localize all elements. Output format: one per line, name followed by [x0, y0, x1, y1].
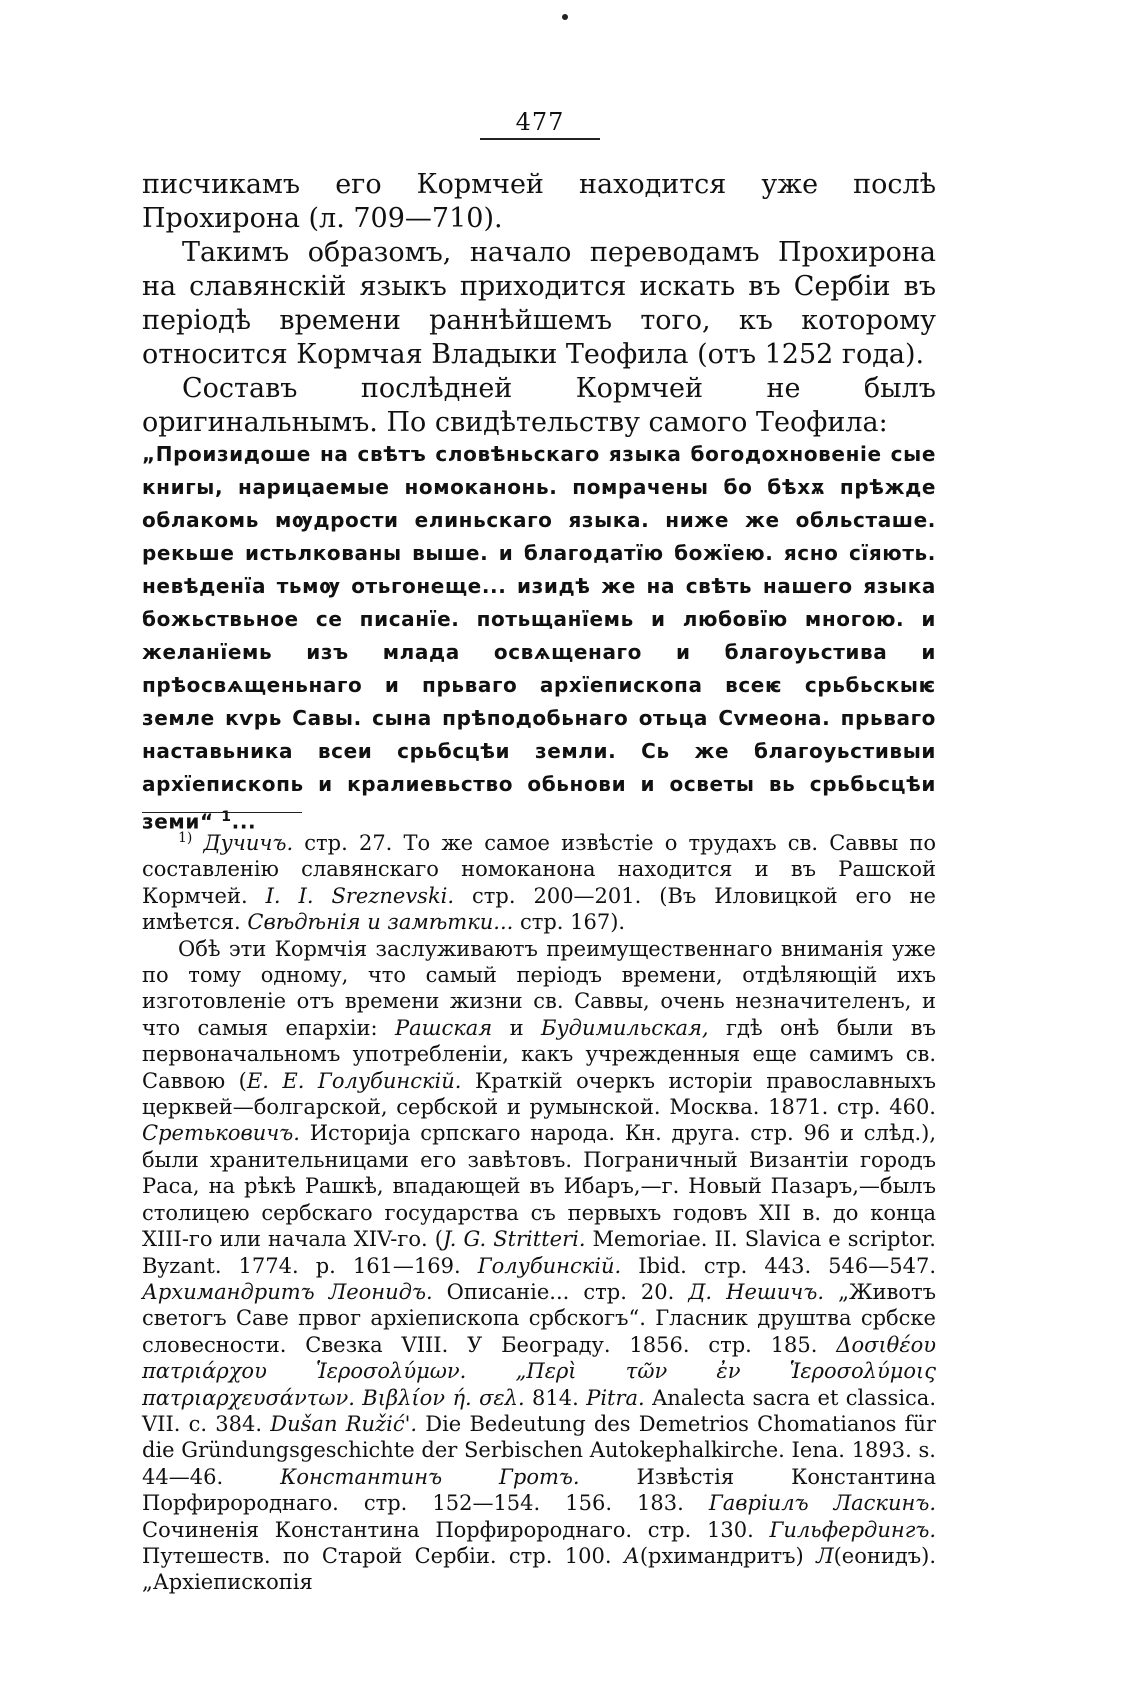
author-name: I. I. Sreznevski. — [265, 883, 455, 908]
footnote-text: Сочиненія Константина Порфиророднаго. стр. 130. — [142, 1517, 770, 1542]
footnote-paragraph — [142, 825, 936, 936]
author-name: Е. Е. Голубинскій. — [246, 1068, 462, 1093]
author-name: Д. Нешичъ. — [688, 1279, 825, 1304]
author-name: Сретьковичъ. — [142, 1121, 300, 1146]
footnote — [142, 825, 936, 1596]
paragraph: писчикамъ его Кормчей находится уже послѣ Прохирона (л. 709—710). — [142, 169, 936, 234]
footnote-text: стр. 167). — [513, 910, 626, 935]
footnote-text: стр. 27. То же самое извѣстіе о трудахъ св. Саввы по составленію славянскаго номоканона находится и въ Рашской Кормчей. — [142, 831, 936, 908]
footnote-paragraph — [142, 936, 936, 1596]
footnote-reference[interactable]: 1 — [221, 809, 232, 825]
author-initial: Л — [816, 1543, 834, 1568]
ink-speck — [562, 14, 568, 20]
greek-citation: Δοσιθέου πατριάρχου Ἱεροσολύμων. „Περὶ τῶν ἐν Ἱεροσολύμοις πατριαρχευσάντων. Βιβλίον ή. σελ. — [142, 1332, 936, 1410]
work-title: Свѣдѣнія и замѣтки... — [247, 910, 514, 935]
church-slavonic-quote — [142, 438, 936, 839]
footnote-text: Историjа српскаго народа. Кн. друга. стр. 96 и слѣд.), были хранительницами его завѣтовъ. Пограничный Византіи городъ Раса, на рѣкѣ Рашкѣ, впадающей въ Ибаръ,—г. Новый Пазаръ,—былъ столицею сербскаго государства съ первыхъ годовъ XII в. до конца XIII-го или начала XIV-го. ( — [142, 1121, 936, 1252]
footnote-text: Memoriae. II. Slavica e scriptor. Byzant. 1774. p. 161—169. — [142, 1227, 936, 1278]
author-name: Архимандритъ Леонидъ. — [142, 1279, 433, 1304]
footnote-text: Analecta sacra et classica. VII. c. 384. — [142, 1385, 937, 1436]
footnote-text: Die Bedeutung des Demetrios Chomatianos für die Gründungsgeschichte der Serbischen Autokephalkirche. Iena. 1893. s. 44—46. — [142, 1411, 937, 1489]
footnote-text: Описаніе... стр. 20. — [432, 1279, 689, 1304]
footnote-text: и — [492, 1015, 542, 1040]
footnote-text: гдѣ онѣ были въ первоначальномъ употребленіи, какъ учрежденныя еще самимъ св. Саввою ( — [142, 1015, 936, 1093]
paragraph: Такимъ образомъ, начало переводамъ Прохирона на славянскій языкъ приходится искать въ Сербіи въ періодѣ времени раннѣйшемъ того, къ которому относится Кормчая Владыки Теофила (отъ 1252 года). — [142, 237, 936, 370]
footnote-text: (рхимандритъ) — [639, 1543, 817, 1568]
footnote-text: 814. — [524, 1385, 587, 1410]
author-name: Dušan Ružić'. — [270, 1411, 418, 1436]
footnote-text: Краткій очеркъ исторіи православныхъ церквей—болгарской, сербской и румынской. Москва. 1871. стр. 460. — [142, 1068, 937, 1120]
author-name: Гильфердингъ. — [769, 1517, 936, 1542]
paragraph: Составъ послѣдней Кормчей не былъ оригинальнымъ. По свидѣтельству самого Теофила: — [142, 373, 936, 438]
author-initial: А — [623, 1543, 640, 1568]
footnote-text: „Животъ светогъ Саве првог архіепископа србскогъ“. Гласник друштва србске словесности. Свезка VIII. У Београду. 1856. стр. 185. — [142, 1279, 936, 1357]
quote-text: „Произидоше на свѣтъ словѣньскаго языка богодохновеніе сые книгы, нарицаемые номоканонь. помрачены бо бѣхѫ прѣжде облакомь мѹдрости елиньскаго языка. ниже же обльсташе. рекьше истьлкованы выше. и благодатїю божїею. ясно сїяють. невѣденїа тьмѹ отьгонеще... изидѣ же на свѣть нашего языка божьствьное се писанїе. потьщанїемь и любовїю многою. и желанїемь изъ млада освѧщенаго и благоуьстива и прѣосвѧщеньнаго и прьваго архїепископа всеѥ срьбьскыѥ земле кѵрь Савы. сына прѣподобьнаго отьца Сѵмеона. прьваго наставьника всеи срьбсцѣи земли. Сь же благоуьстивыи архїепископь и кралиевьство обьнови и осветы вь срьбьсцѣи земи“ — [142, 442, 936, 834]
footnote-marker: 1) — [178, 830, 193, 846]
place-name: Будимильская, — [541, 1015, 709, 1040]
place-name: Рашская — [394, 1015, 493, 1040]
footnote-text: (еонидъ). „Архіепископія — [142, 1543, 937, 1595]
footnote-text: Путешеств. по Старой Сербіи. стр. 100. — [142, 1543, 624, 1568]
quote-ellipsis: ... — [231, 809, 257, 834]
page-number: 477 — [480, 108, 600, 140]
author-name: Константинъ Гротъ. — [280, 1464, 580, 1489]
footnote-text: стр. 200—201. (Въ Иловицкой его не имѣется. — [142, 883, 936, 935]
footnote-text: Ibid. стр. 443. 546—547. — [621, 1253, 936, 1278]
author-name: Голубинскій. — [477, 1253, 622, 1278]
author-name: Pitra. — [586, 1385, 645, 1410]
main-text — [142, 168, 936, 440]
author-name: Дучичъ. — [203, 831, 294, 855]
author-name: J. G. Stritteri. — [442, 1227, 586, 1252]
author-name: Гавріилъ Ласкинъ. — [708, 1491, 936, 1516]
footnote-text: Обѣ эти Кормчія заслуживаютъ преимущественнаго вниманія уже по тому одному, что самый періодъ времени, отдѣляющій ихъ изготовленіе отъ времени жизни св. Саввы, очень незначителенъ, и что самыя епархіи: — [142, 936, 936, 1040]
footnote-divider — [142, 812, 302, 813]
footnote-text: Извѣстія Константина Порфиророднаго. стр. 152—154. 156. 183. — [142, 1464, 936, 1516]
